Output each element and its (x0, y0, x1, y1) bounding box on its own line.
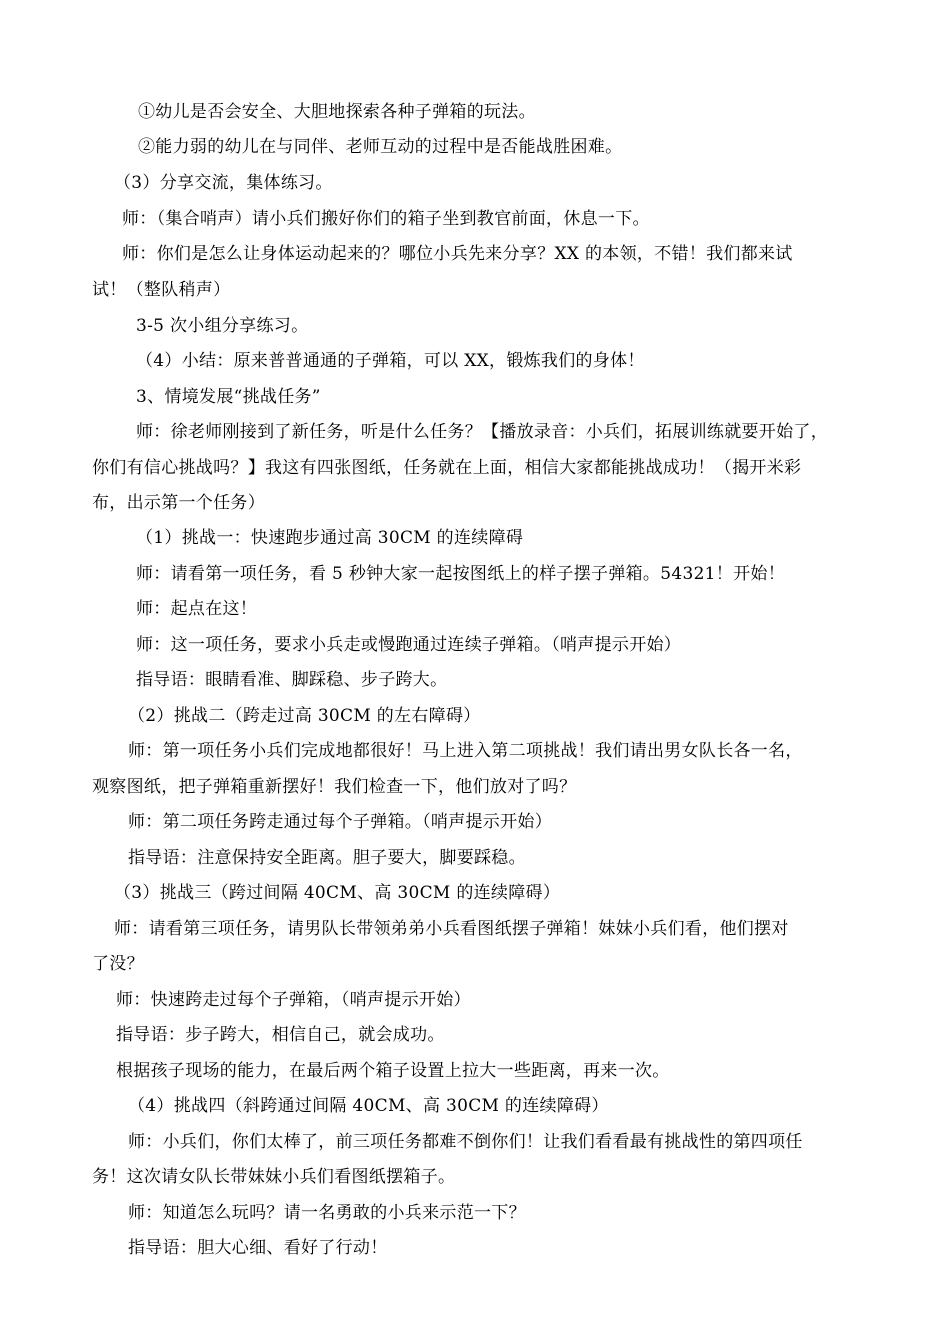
text-line-30: 师：小兵们，你们太棒了，前三项任务都难不倒你们！让我们看看最有挑战性的第四项任 (128, 1132, 803, 1152)
text-line-20: 观察图纸，把子弹箱重新摆好！我们检查一下，他们放对了吗？ (92, 777, 577, 797)
text-line-27: 指导语：步子跨大，相信自己，就会成功。 (116, 1025, 445, 1045)
text-line-10: 师：徐老师刚接到了新任务，听是什么任务？【播放录音：小兵们，拓展训练就要开始了， (136, 422, 828, 442)
text-line-33: 指导语：胆大心细、看好了行动！ (128, 1238, 388, 1258)
text-line-28: 根据孩子现场的能力，在最后两个箱子设置上拉大一些距离，再来一次。 (116, 1061, 670, 1081)
text-line-4: 师：（集合哨声）请小兵们搬好你们的箱子坐到教官前面，休息一下。 (122, 209, 650, 229)
section-heading-4: （4）小结：原来普普通通的子弹箱，可以 XX，锻炼我们的身体！ (136, 351, 645, 371)
section-heading-main-3: 3、情境发展“挑战任务” (136, 387, 321, 407)
text-line-24: 师：请看第三项任务，请男队长带领弟弟小兵看图纸摆子弹箱！妹妹小兵们看，他们摆对 (114, 919, 789, 939)
text-line-7: 3-5 次小组分享练习。 (136, 316, 309, 336)
text-line-19: 师：第一项任务小兵们完成地都很好！马上进入第二项挑战！我们请出男女队长各一名， (128, 741, 803, 761)
text-line-12: 布，出示第一个任务） (92, 493, 265, 513)
challenge-heading-2: （2）挑战二（跨走过高 30CM 的左右障碍） (128, 706, 481, 726)
challenge-heading-3: （3）挑战三（跨过间隔 40CM、高 30CM 的连续障碍） (114, 883, 561, 903)
text-line-22: 指导语：注意保持安全距离。胆子要大，脚要踩稳。 (128, 848, 526, 868)
text-line-1: ①幼儿是否会安全、大胆地探索各种子弹箱的玩法。 (138, 102, 536, 122)
text-line-32: 师：知道怎么玩吗？请一名勇敢的小兵来示范一下？ (128, 1203, 526, 1223)
text-line-6: 试！（整队稍声） (92, 280, 231, 300)
text-line-31: 务！这次请女队长带妹妹小兵们看图纸摆箱子。 (92, 1167, 456, 1187)
text-line-5: 师：你们是怎么让身体运动起来的？哪位小兵先来分享？XX 的本领，不错！我们都来试 (122, 244, 793, 264)
text-line-26: 师：快速跨走过每个子弹箱，（哨声提示开始） (116, 990, 471, 1010)
text-line-21: 师：第二项任务跨走通过每个子弹箱。（哨声提示开始） (128, 812, 552, 832)
text-line-2: ②能力弱的幼儿在与同伴、老师互动的过程中是否能战胜困难。 (138, 137, 623, 157)
challenge-heading-1: （1）挑战一：快速跑步通过高 30CM 的连续障碍 (136, 528, 524, 548)
text-line-15: 师：起点在这！ (136, 599, 258, 619)
text-line-25: 了没？ (92, 954, 144, 974)
text-line-14: 师：请看第一项任务，看 5 秒钟大家一起按图纸上的样子摆子弹箱。54321！开始！ (136, 564, 786, 584)
text-line-16: 师：这一项任务，要求小兵走或慢跑通过连续子弹箱。（哨声提示开始） (136, 635, 682, 655)
text-line-17: 指导语：眼睛看准、脚踩稳、步子跨大。 (136, 670, 448, 690)
challenge-heading-4: （4）挑战四（斜跨通过间隔 40CM、高 30CM 的连续障碍） (128, 1096, 609, 1116)
text-line-11: 你们有信心挑战吗？】我这有四张图纸，任务就在上面，相信大家都能挑战成功！（揭开米彩 (92, 458, 802, 478)
section-heading-3: （3）分享交流，集体练习。 (114, 173, 333, 193)
